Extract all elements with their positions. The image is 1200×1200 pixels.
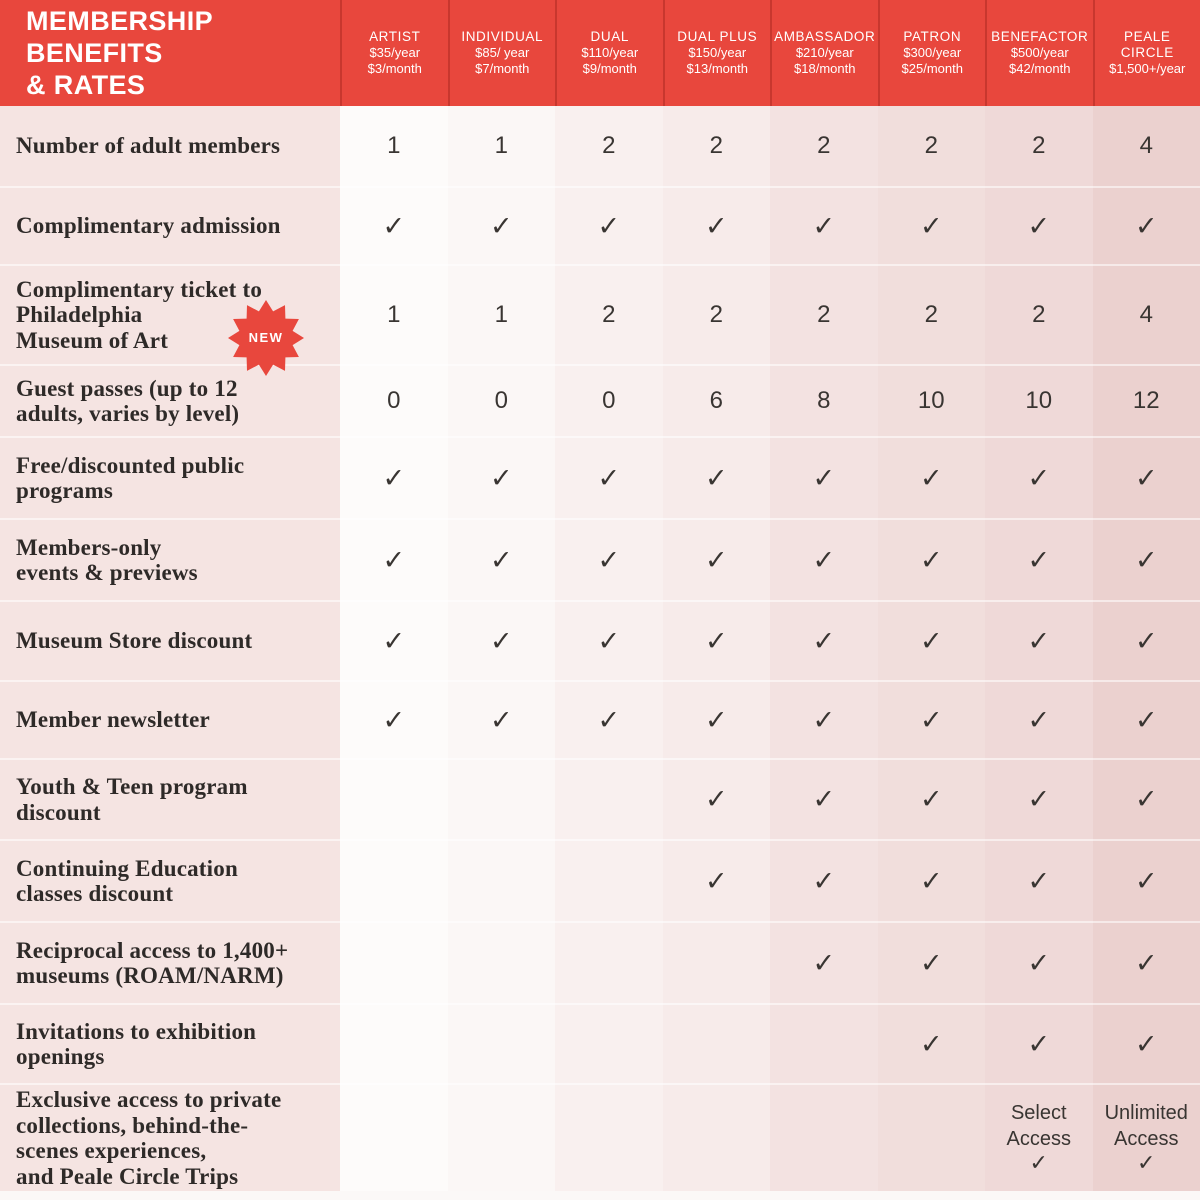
value-cell bbox=[340, 106, 448, 186]
benefit-label bbox=[0, 264, 340, 364]
tier-name: CIRCLE bbox=[1120, 45, 1174, 60]
tier-rate: $9/month bbox=[582, 61, 637, 76]
page-title bbox=[0, 0, 340, 106]
benefit-label-line: adults, varies by level) bbox=[16, 401, 240, 426]
value-cell bbox=[878, 264, 986, 364]
check-icon: ✓ bbox=[1027, 210, 1051, 242]
value-cell bbox=[340, 1083, 448, 1191]
value-cell bbox=[878, 839, 986, 921]
value-cell bbox=[770, 264, 878, 364]
value-cell bbox=[448, 839, 556, 921]
value-cell bbox=[985, 1003, 1093, 1083]
check-icon: ✓ bbox=[704, 865, 728, 897]
value-cell bbox=[770, 186, 878, 264]
value-cell bbox=[555, 264, 663, 364]
benefit-label bbox=[0, 1003, 340, 1083]
value-cell bbox=[555, 436, 663, 518]
benefit-label bbox=[0, 186, 340, 264]
value-cell bbox=[878, 364, 986, 436]
value-cell bbox=[663, 518, 771, 600]
value-cell bbox=[770, 600, 878, 680]
check-icon: ✓ bbox=[1134, 462, 1158, 494]
check-icon: ✓ bbox=[812, 784, 836, 815]
benefit-label-line: collections, behind-the- bbox=[16, 1112, 249, 1138]
value-cell bbox=[448, 186, 556, 264]
tier-header-benefactor bbox=[985, 0, 1093, 106]
tier-rate: $210/year bbox=[795, 45, 854, 60]
value-cell bbox=[985, 921, 1093, 1003]
benefit-label bbox=[0, 436, 340, 518]
value-cell bbox=[663, 106, 771, 186]
value-cell bbox=[663, 921, 771, 1003]
value-cell bbox=[555, 518, 663, 600]
value-number: 2 bbox=[709, 301, 723, 328]
value-cell bbox=[1093, 264, 1200, 364]
benefit-label-line: programs bbox=[16, 478, 114, 503]
value-cell bbox=[985, 758, 1093, 839]
value-number: 2 bbox=[1032, 301, 1046, 328]
value-cell bbox=[555, 186, 663, 264]
benefit-row bbox=[0, 921, 1200, 1003]
value-number: 0 bbox=[602, 387, 616, 414]
value-cell bbox=[770, 364, 878, 436]
check-icon: ✓ bbox=[1134, 544, 1158, 576]
check-icon: ✓ bbox=[489, 462, 513, 494]
tier-name: ARTIST bbox=[369, 29, 421, 44]
value-cell bbox=[1093, 1083, 1200, 1191]
check-icon: ✓ bbox=[919, 210, 943, 242]
check-icon: ✓ bbox=[704, 210, 728, 242]
value-number: 0 bbox=[387, 387, 401, 414]
value-number: 10 bbox=[917, 387, 945, 414]
value-cell bbox=[340, 758, 448, 839]
tier-rate: $110/year bbox=[581, 45, 639, 60]
tier-rate: $1,500+/year bbox=[1109, 61, 1186, 76]
value-cell bbox=[555, 839, 663, 921]
value-cell bbox=[340, 680, 448, 758]
benefit-label-line: Museum of Art bbox=[16, 327, 169, 353]
benefit-row bbox=[0, 364, 1200, 436]
value-cell bbox=[1093, 1003, 1200, 1083]
check-icon: ✓ bbox=[919, 625, 943, 657]
tier-rate: $25/month bbox=[901, 61, 963, 76]
check-icon: ✓ bbox=[919, 784, 943, 815]
benefit-row bbox=[0, 518, 1200, 600]
value-number: 1 bbox=[494, 132, 508, 159]
value-cell bbox=[663, 758, 771, 839]
value-cell bbox=[555, 600, 663, 680]
value-cell bbox=[1093, 364, 1200, 436]
check-icon: ✓ bbox=[919, 544, 943, 576]
check-icon: ✓ bbox=[812, 462, 836, 494]
value-cell bbox=[1093, 921, 1200, 1003]
value-cell bbox=[770, 1003, 878, 1083]
value-cell bbox=[985, 106, 1093, 186]
check-icon: ✓ bbox=[919, 1028, 943, 1060]
value-cell bbox=[448, 921, 556, 1003]
check-icon: ✓ bbox=[1027, 625, 1051, 657]
value-cell bbox=[340, 518, 448, 600]
check-icon: ✓ bbox=[919, 865, 943, 897]
table-body bbox=[0, 106, 1200, 1191]
check-icon: ✓ bbox=[489, 544, 513, 576]
benefit-label bbox=[0, 758, 340, 839]
value-cell bbox=[1093, 106, 1200, 186]
value-cell bbox=[1093, 186, 1200, 264]
benefit-label-line: classes discount bbox=[16, 881, 174, 906]
benefit-label-line: Exclusive access to private bbox=[16, 1087, 282, 1112]
value-number: 0 bbox=[494, 387, 508, 414]
tier-header-ambassador bbox=[770, 0, 878, 106]
value-cell bbox=[448, 758, 556, 839]
value-cell bbox=[878, 758, 986, 839]
check-icon: ✓ bbox=[812, 947, 836, 979]
value-cell bbox=[985, 1083, 1093, 1191]
benefit-row bbox=[0, 106, 1200, 186]
value-cell bbox=[340, 436, 448, 518]
check-icon: ✓ bbox=[1027, 1028, 1051, 1060]
page-title-line2: & RATES bbox=[26, 70, 146, 100]
value-cell bbox=[340, 264, 448, 364]
value-cell bbox=[770, 839, 878, 921]
value-cell bbox=[663, 839, 771, 921]
check-icon: ✓ bbox=[597, 704, 621, 736]
value-cell bbox=[985, 186, 1093, 264]
value-number: 4 bbox=[1139, 301, 1153, 328]
value-cell bbox=[448, 264, 556, 364]
tier-rate: $42/month bbox=[1009, 61, 1071, 76]
benefit-label-line: openings bbox=[16, 1044, 105, 1069]
check-icon: ✓ bbox=[597, 625, 621, 657]
check-icon: ✓ bbox=[1027, 784, 1051, 815]
benefit-label-line: Continuing Education bbox=[16, 855, 238, 881]
tier-rate: $7/month bbox=[475, 61, 530, 76]
benefit-row bbox=[0, 680, 1200, 758]
value-cell bbox=[340, 364, 448, 436]
benefit-label-line: events & previews bbox=[16, 560, 198, 585]
check-icon: ✓ bbox=[704, 544, 728, 576]
value-cell bbox=[340, 839, 448, 921]
benefit-row bbox=[0, 1003, 1200, 1083]
check-icon: ✓ bbox=[919, 947, 943, 979]
benefit-label-line: Reciprocal access to 1,400+ bbox=[16, 937, 289, 963]
value-number: 2 bbox=[709, 132, 723, 159]
value-number: 2 bbox=[602, 132, 616, 159]
check-icon: ✓ bbox=[597, 544, 621, 576]
benefit-row bbox=[0, 186, 1200, 264]
benefit-label-line: Members-only bbox=[16, 534, 162, 560]
value-cell bbox=[770, 680, 878, 758]
value-cell bbox=[555, 106, 663, 186]
tier-header-dual-plus bbox=[663, 0, 771, 106]
value-number: 2 bbox=[602, 301, 616, 328]
benefit-row bbox=[0, 758, 1200, 839]
value-cell bbox=[1093, 436, 1200, 518]
benefit-label-line: Guest passes (up to 12 bbox=[16, 375, 238, 401]
check-icon: ✓ bbox=[1134, 704, 1158, 736]
value-cell bbox=[555, 364, 663, 436]
check-icon: ✓ bbox=[704, 462, 728, 494]
benefit-label bbox=[0, 680, 340, 758]
tier-header-peale-circle bbox=[1093, 0, 1200, 106]
check-icon: ✓ bbox=[1027, 704, 1051, 736]
value-cell bbox=[448, 1083, 556, 1191]
tier-name: PEALE bbox=[1123, 29, 1171, 44]
value-cell bbox=[555, 1003, 663, 1083]
tier-rate: $500/year bbox=[1010, 45, 1069, 60]
value-number: 2 bbox=[1032, 132, 1046, 159]
tier-header-artist bbox=[340, 0, 448, 106]
benefit-label bbox=[0, 839, 340, 921]
value-cell bbox=[555, 680, 663, 758]
tier-header-patron bbox=[878, 0, 986, 106]
value-cell bbox=[1093, 600, 1200, 680]
value-cell bbox=[770, 106, 878, 186]
page-title-line1: MEMBERSHIP BENEFITS bbox=[26, 6, 213, 68]
value-cell bbox=[340, 1003, 448, 1083]
tier-name: INDIVIDUAL bbox=[461, 29, 544, 44]
benefit-row bbox=[0, 436, 1200, 518]
tier-header-individual bbox=[448, 0, 556, 106]
tier-name: PATRON bbox=[903, 29, 962, 44]
value-cell bbox=[555, 921, 663, 1003]
value-cell bbox=[663, 1003, 771, 1083]
value-number: 2 bbox=[817, 132, 831, 159]
benefit-label-line: museums (ROAM/NARM) bbox=[16, 963, 284, 988]
value-cell bbox=[663, 186, 771, 264]
value-cell bbox=[770, 758, 878, 839]
tier-rate: $85/ year bbox=[475, 45, 530, 60]
check-icon: ✓ bbox=[1027, 947, 1051, 979]
value-cell bbox=[448, 518, 556, 600]
value-number: 6 bbox=[709, 387, 723, 414]
new-badge bbox=[226, 298, 306, 378]
value-cell bbox=[663, 600, 771, 680]
value-number: 2 bbox=[817, 301, 831, 328]
value-cell bbox=[555, 1083, 663, 1191]
value-cell bbox=[878, 600, 986, 680]
benefit-label bbox=[0, 106, 340, 186]
value-number: 2 bbox=[924, 301, 938, 328]
value-cell bbox=[770, 1083, 878, 1191]
tier-header-dual bbox=[555, 0, 663, 106]
check-icon: ✓ bbox=[1134, 625, 1158, 657]
value-cell bbox=[448, 600, 556, 680]
benefit-label-line: Complimentary admission bbox=[16, 213, 281, 239]
check-icon: ✓ bbox=[812, 544, 836, 576]
check-icon: ✓ bbox=[1137, 1151, 1156, 1176]
value-cell bbox=[878, 436, 986, 518]
value-cell bbox=[878, 518, 986, 600]
check-icon: ✓ bbox=[1029, 1151, 1048, 1176]
benefit-label-line: scenes experiences, bbox=[16, 1138, 207, 1163]
check-icon: ✓ bbox=[1027, 544, 1051, 576]
value-cell bbox=[770, 518, 878, 600]
tier-rate: $150/year bbox=[688, 45, 747, 60]
value-number: 1 bbox=[387, 132, 401, 159]
check-icon: ✓ bbox=[1134, 1028, 1158, 1060]
value-cell bbox=[340, 186, 448, 264]
value-number: 4 bbox=[1139, 132, 1153, 159]
benefit-label-line: Invitations to exhibition bbox=[16, 1018, 257, 1044]
benefit-label bbox=[0, 600, 340, 680]
benefit-label-line: Number of adult members bbox=[16, 133, 281, 159]
tier-name: BENEFACTOR bbox=[991, 29, 1089, 44]
value-number: 12 bbox=[1132, 387, 1160, 414]
value-cell bbox=[448, 106, 556, 186]
tier-rate: $3/month bbox=[367, 61, 422, 76]
value-cell bbox=[878, 1083, 986, 1191]
value-cell bbox=[663, 264, 771, 364]
value-cell bbox=[878, 106, 986, 186]
value-cell bbox=[985, 600, 1093, 680]
value-cell bbox=[555, 758, 663, 839]
check-icon: ✓ bbox=[812, 210, 836, 242]
value-number: 10 bbox=[1025, 387, 1053, 414]
check-icon: ✓ bbox=[704, 784, 728, 815]
value-cell bbox=[878, 186, 986, 264]
value-cell bbox=[985, 518, 1093, 600]
tier-rate: $18/month bbox=[794, 61, 856, 76]
value-cell bbox=[448, 1003, 556, 1083]
check-icon: ✓ bbox=[1027, 865, 1051, 897]
check-icon: ✓ bbox=[812, 625, 836, 657]
value-cell bbox=[448, 436, 556, 518]
check-icon: ✓ bbox=[489, 625, 513, 657]
check-icon: ✓ bbox=[1134, 865, 1158, 897]
check-icon: ✓ bbox=[704, 704, 728, 736]
benefit-label bbox=[0, 518, 340, 600]
benefit-row bbox=[0, 1083, 1200, 1191]
benefit-label bbox=[0, 1083, 340, 1191]
benefit-label-line: discount bbox=[16, 799, 101, 825]
value-number: 2 bbox=[924, 132, 938, 159]
value-cell bbox=[770, 436, 878, 518]
value-cell bbox=[985, 364, 1093, 436]
value-number: 8 bbox=[817, 387, 831, 414]
value-cell bbox=[1093, 839, 1200, 921]
check-icon: ✓ bbox=[1134, 947, 1158, 979]
value-cell bbox=[663, 436, 771, 518]
check-icon: ✓ bbox=[382, 625, 406, 657]
benefit-row bbox=[0, 839, 1200, 921]
value-cell bbox=[448, 364, 556, 436]
check-icon: ✓ bbox=[704, 625, 728, 657]
check-icon: ✓ bbox=[919, 462, 943, 494]
value-cell bbox=[663, 364, 771, 436]
benefit-label-line: and Peale Circle Trips bbox=[16, 1163, 239, 1189]
tier-name: AMBASSADOR bbox=[774, 29, 876, 44]
value-cell bbox=[448, 680, 556, 758]
value-cell bbox=[878, 921, 986, 1003]
tier-name: DUAL bbox=[590, 29, 629, 44]
check-icon: ✓ bbox=[597, 462, 621, 494]
value-cell bbox=[985, 264, 1093, 364]
value-cell bbox=[340, 921, 448, 1003]
value-cell bbox=[985, 839, 1093, 921]
value-cell bbox=[663, 1083, 771, 1191]
check-icon: ✓ bbox=[382, 704, 406, 736]
check-icon: ✓ bbox=[1134, 784, 1158, 815]
new-badge-label: NEW bbox=[248, 330, 284, 346]
check-icon: ✓ bbox=[382, 462, 406, 494]
value-cell bbox=[878, 1003, 986, 1083]
benefit-label bbox=[0, 921, 340, 1003]
benefit-label-line: Philadelphia bbox=[16, 302, 143, 328]
benefit-label-line: Member newsletter bbox=[16, 707, 210, 733]
tier-rate: $300/year bbox=[903, 45, 962, 60]
benefit-row bbox=[0, 600, 1200, 680]
value-number: 1 bbox=[387, 301, 401, 328]
value-number: 1 bbox=[494, 301, 508, 328]
benefit-label-line: Complimentary ticket to bbox=[16, 276, 263, 302]
access-level-label: Select Access bbox=[1006, 1102, 1071, 1150]
value-cell bbox=[985, 680, 1093, 758]
check-icon: ✓ bbox=[919, 704, 943, 736]
tier-rate: $35/year bbox=[369, 45, 421, 60]
check-icon: ✓ bbox=[1027, 462, 1051, 494]
value-cell bbox=[340, 600, 448, 680]
value-cell bbox=[1093, 518, 1200, 600]
check-icon: ✓ bbox=[489, 210, 513, 242]
check-icon: ✓ bbox=[1134, 210, 1158, 242]
tier-rate: $13/month bbox=[686, 61, 748, 76]
benefit-label-line: Youth & Teen program bbox=[16, 774, 248, 799]
value-cell bbox=[1093, 680, 1200, 758]
value-cell bbox=[878, 680, 986, 758]
access-level-label: Unlimited Access bbox=[1104, 1102, 1188, 1150]
benefit-label-line: Free/discounted public bbox=[16, 452, 245, 478]
check-icon: ✓ bbox=[489, 704, 513, 736]
benefit-row bbox=[0, 264, 1200, 364]
check-icon: ✓ bbox=[597, 210, 621, 242]
check-icon: ✓ bbox=[382, 544, 406, 576]
value-cell bbox=[1093, 758, 1200, 839]
check-icon: ✓ bbox=[812, 865, 836, 897]
check-icon: ✓ bbox=[382, 210, 406, 242]
value-cell bbox=[770, 921, 878, 1003]
value-cell bbox=[663, 680, 771, 758]
value-cell bbox=[985, 436, 1093, 518]
check-icon: ✓ bbox=[812, 704, 836, 736]
tier-name: DUAL PLUS bbox=[677, 29, 758, 44]
table-header bbox=[0, 0, 1200, 106]
benefit-label-line: Museum Store discount bbox=[16, 628, 253, 654]
